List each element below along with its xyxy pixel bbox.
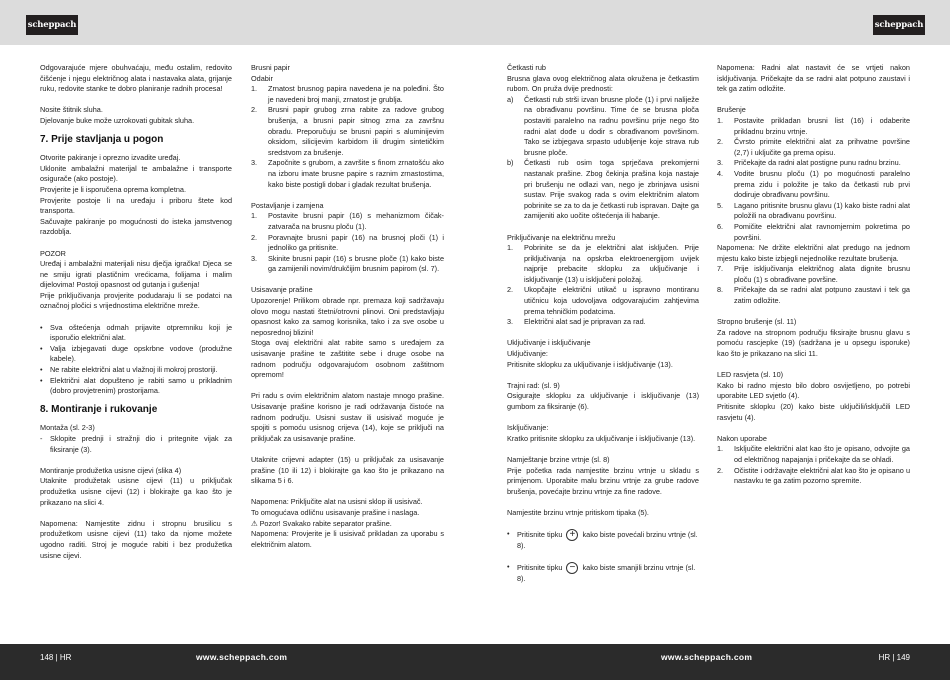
list-item: 3. Pričekajte da radni alat postigne punu radnu brzinu. [717,158,901,168]
paragraph: Napomena: Provjerite je li usisivač prikladan za uporabu s električnim alatom. [251,529,444,549]
list-item: • Električni alat dopušteno je rabiti samo u prikladnim (dobro provjetrenim) prostorijama. [40,375,232,396]
paragraph: Napomena: Namjestite zidnu i stropnu brusilicu s produžetkom usisne cijevi (11) tako da njome možete ugodno raditi. Stroj je moguće rabiti i bez produžetka usisne cijevi. [40,518,232,560]
subheading: Priključivanje na električnu mrežu [507,232,616,242]
paragraph: Odgovarajuće mjere obuhvaćaju, među ostalim, redovito čišćenje i njegu električnog alata i nastavaka alata, grijanje ruku, redovite stanke te dobro planiranje radnih procesa! [40,63,232,94]
list-item: - Sklopite prednji i stražnji dio i pritegnite vijak za fiksiranje (3). [40,434,232,454]
paragraph: Namjestite brzinu vrtnje pritiskom tipaka (5). [507,507,649,517]
website-url-left: www.scheppach.com [196,652,288,662]
paragraph: Napomena: Priključite alat na usisni sklop ili usisivač. [251,497,423,507]
paragraph: Osigurajte sklopku za uključivanje i isključivanje (13) gumbom za fiksiranje (6). [507,391,699,411]
section-heading-7: 7. Prije stavljanja u pogon [40,133,164,145]
list-item: 1. Isključite električni alat kao što je opisano, odvojite ga od električnog napajanja i pričekajte da se ohladi. [717,444,910,464]
footer-bar [0,644,950,680]
paragraph: Utaknite produžetak usisne cijevi (11) u priključak produžetka usisne cijevi (12) i blokirajte ga kao što je prikazano na slici 4. [40,476,232,507]
list-item: • Sva oštećenja odmah prijavite otpremniku koji je isporučio električni alat. [40,322,232,343]
paragraph: Napomena: Ne držite električni alat predugo na jednom mjestu kako biste izbjegli nejednolike rezultate brušenja. [717,243,910,263]
right-page-column-1 [507,63,699,585]
subheading: LED rasvjeta (sl. 10) [717,370,784,380]
subheading: Trajni rad: (sl. 9) [507,380,560,390]
scheppach-logo-right: scheppach [873,15,925,35]
list-item: 8. Pričekajte da se radni alat potpuno zaustavi i tek ga zatim odložite. [717,285,910,306]
paragraph: ⚠ Pozor! Svakako rabite separator prašine. [251,518,392,528]
paragraph: Napomena: Radni alat nastavit će se vrtjeti nakon isključivanja. Pričekajte da se radni alat potpuno zaustavi i tek ga zatim odložite. [717,63,910,94]
website-url-right: www.scheppach.com [661,652,753,662]
paragraph: Montaža (sl. 2-3) [40,423,95,433]
top-header-bar [0,0,950,45]
page-number-right: HR | 149 [878,653,910,662]
left-page-column-2 [251,63,444,550]
list-item: 2. Očistite i održavajte električni alat kao što je opisano u nastavku te ga zatim pozorno spremite. [717,465,910,486]
subheading: Isključivanje: [507,423,549,433]
list-item: 1. Zrnatost brusnog papira navedena je na poleđini. Što je navedeni broj manji, zrnatost je grublja. [251,84,444,104]
list-item: • Ne rabite električni alat u vlažnoj ili mokroj prostoriji. [40,365,218,375]
list-item: 2. Čvrsto primite električni alat za prihvatne površine (2,7) i uključite ga prema opisu. [717,137,910,157]
paragraph: Brusna glava ovog električnog alata okružena je četkastim rubom. On pruža dvije prednosti: [507,73,699,94]
list-item: 1. Postavite brusni papir (16) s mehanizmom čičak-zatvarača na brusnu ploču (1). [251,211,444,231]
subheading: Uključivanje: [507,349,548,359]
subheading: Nakon uporabe [717,433,767,443]
subheading: Stropno brušenje (sl. 11) [717,317,797,327]
paragraph: To omogućava odličnu usisavanje prašine i naslaga. [251,507,420,517]
paragraph: Montiranje produžetka usisne cijevi (slika 4) [40,465,182,475]
list-item: 2. Brusni papir grubog zrna rabite za radove grubog brušenja, a brusni papir sitnog zrna za završnu obradu. Preporučuju se brusni papiri s aluminijevim oksidom, silicijevim karbidom ili drugim sintetičkim sredstvom za brušenje. [251,105,444,157]
paragraph: Provjerite je li isporučena oprema kompletna. [40,184,187,194]
paragraph: Uklonite ambalažni materijal te ambalažne i transporte osigurače (ako postoje). [40,163,232,184]
subheading: Namještanje brzine vrtnje (sl. 8) [507,454,610,464]
subheading: Brušenje [717,105,746,115]
right-page-column-2 [717,63,910,487]
list-item-speed-up: • Pritisnite tipku + kako biste povećali brzinu vrtnje (sl. 8). [507,529,698,551]
subheading: Brusni papir [251,63,290,72]
list-item: 3. Električni alat sad je pripravan za rad. [507,317,646,327]
warning-label: POZOR [40,248,66,258]
plus-circle-icon: + [566,529,578,541]
minus-circle-icon: − [566,562,578,574]
subheading: Postavljanje i zamjena [251,200,324,210]
subheading: Odabir [251,73,273,83]
list-item: 2. Ukopčajte električni utikač u ispravno montiranu utičnicu koja udovoljava odgovarajućim zahtjevima prema tehničkim podatcima. [507,285,699,316]
left-page-column-1 [40,63,232,561]
list-item: 2. Poravnajte brusni papir (16) na brusnoj ploči (1) i jednoliko ga pritisnite. [251,232,444,253]
paragraph: Kratko pritisnite sklopku za uključivanje i isključivanje (13). [507,433,696,443]
list-item: 3. Započnite s grubom, a završite s finom zrnatošću ako na izboru imate brusne papire s raznim zrnastostima, kako biste postigli dobar i gladak rezultat brušenja. [251,158,444,189]
paragraph: Prije priključivanja provjerite podudaraju li se podatci na označnoj pločici s vrijednostima električne mreže. [40,290,232,311]
page-number-left: 148 | HR [40,653,72,662]
paragraph: Otvorite pakiranje i oprezno izvadite uređaj. [40,153,181,163]
list-item: b) Četkasti rub osim toga sprječava prekomjerni nastanak prašine. Zbog čekinja prašina koja nastaje pri brušenju ne odlazi van, nego je zbrinjava usisni sustav. Prije svakog rada s ovim električnim alatom pobrinite se za to da je četkasti rub ispravan. Dajte ga zamijeniti ako uočite oštećenja ili habanje. [507,158,699,221]
paragraph: Uređaj i ambalažni materijali nisu dječja igračka! Djeca se ne smiju igrati plastičnim vrećicama, folijama i malim dijelovima! Postoji opasnost od gutanja i gušenja! [40,259,232,290]
list-item: • Valja izbjegavati duge opskrbne vodove (produžne kabele). [40,343,232,364]
list-item: 6. Pomičite električni alat ravnomjernim pokretima po površini. [717,221,910,242]
list-item-speed-down: • Pritisnite tipku − kako biste smanjili brzinu vrtnje (sl. 8). [507,562,696,584]
subheading: Četkasti rub [507,63,546,72]
list-item: 3. Skinite brusni papir (16) s brusne ploče (1) kako biste ga zamijenili novim/drukčijim brusnim papirom (sl. 7). [251,253,444,274]
scheppach-logo-left: scheppach [26,15,78,35]
list-item: a) Četkasti rub strši izvan brusne ploče (1) i prvi naliježe na obrađivanu površinu. Time će se brusna ploča postaviti paralelno na radnu površinu prije nego što radni alat dođe u dodir s obrađivanom površinom. Tako se izbjegava srpasto udubljenje koje strava rub brusne ploče. [507,94,699,157]
paragraph: Djelovanje buke može uzrokovati gubitak sluha. [40,115,195,125]
paragraph: Provjerite postoje li na uređaju i priboru štete kod transporta. [40,195,232,216]
paragraph: Stoga ovaj električni alat rabite samo s uređajem za usisavanje prašine te zaštitite sebe i druge osobe na radnom području odgovarajućom osobnom zaštitnom opremom! [251,338,444,380]
subheading: Usisavanje prašine [251,285,313,295]
paragraph: Pritisnite sklopku za uključivanje i isključivanje (13). [507,359,673,369]
paragraph: Prije početka rada namjestite brzinu vrtnje u skladu s primjenom. Uporabite malu brzinu vrtnje za grube radove brušenja, povećajte brzinu vrtnje za fine radove. [507,465,699,496]
paragraph: Utaknite crijevni adapter (15) u priključak za usisavanje prašine (10 ili 12) i blokirajte ga kao što je prikazano na slikama 5 i 6. [251,454,444,486]
paragraph: Sačuvajte pakiranje po mogućnosti do isteka jamstvenog razdoblja. [40,216,232,237]
paragraph: Kako bi radno mjesto bilo dobro osvijetljeno, po potrebi uporabite LED svjetlo (4). [717,380,910,401]
list-item: 1. Pobrinite se da je električni alat isključen. Prije priključivanja na opskrba elektroenergijom uvijek najprije prebacite sklopku za uključivanje i isključivanje (13) u isključeni položaj. [507,243,699,284]
paragraph: Nosite štitnik sluha. [40,105,103,115]
list-item: 7. Prije isključivanja električnog alata dignite brusnu ploču (1) s obrađivane površine. [717,264,910,284]
list-item: 4. Vodite brusnu ploču (1) po mogućnosti paralelno prema zidu i položite je tako da četkasti rub prvi dodiruje obrađivanu površinu. [717,168,910,200]
subheading: Uključivanje i isključivanje [507,338,591,348]
paragraph: Pritisnite sklopku (20) kako biste uključili/isključili LED rasvjetu (4). [717,402,910,422]
list-item: 1. Postavite prikladan brusni list (16) i odaberite prikladnu brzinu vrtnje. [717,115,910,136]
paragraph: Za radove na stropnom području fiksirajte brusnu glavu s pomoću rascjepke (19) (sadržana je u opsegu isporuke) kao što je prikazano na slici 11. [717,327,910,359]
section-heading-8: 8. Montiranje i rukovanje [40,403,158,415]
paragraph: Pri radu s ovim električnim alatom nastaje mnogo prašine. Usisavanje prašine korisno je radi održavanja čistoće na radnom području. Usisni sustav ili usisivač moguće je spojiti s pomoću usisnog crijeva (14), koje se priključi na priključak za usisavanje prašine. [251,391,444,443]
list-item: 5. Lagano pritisnite brusnu glavu (1) kako biste radni alat položili na obrađivanu površinu. [717,200,910,221]
paragraph: Upozorenje! Prilikom obrade npr. premaza koji sadržavaju olovo mogu nastati štetni/otrovni plinovi. Oni predstavljaju opasnost kako za samog korisnika, tako i za sve osobe u neposrednoj blizini! [251,296,444,337]
